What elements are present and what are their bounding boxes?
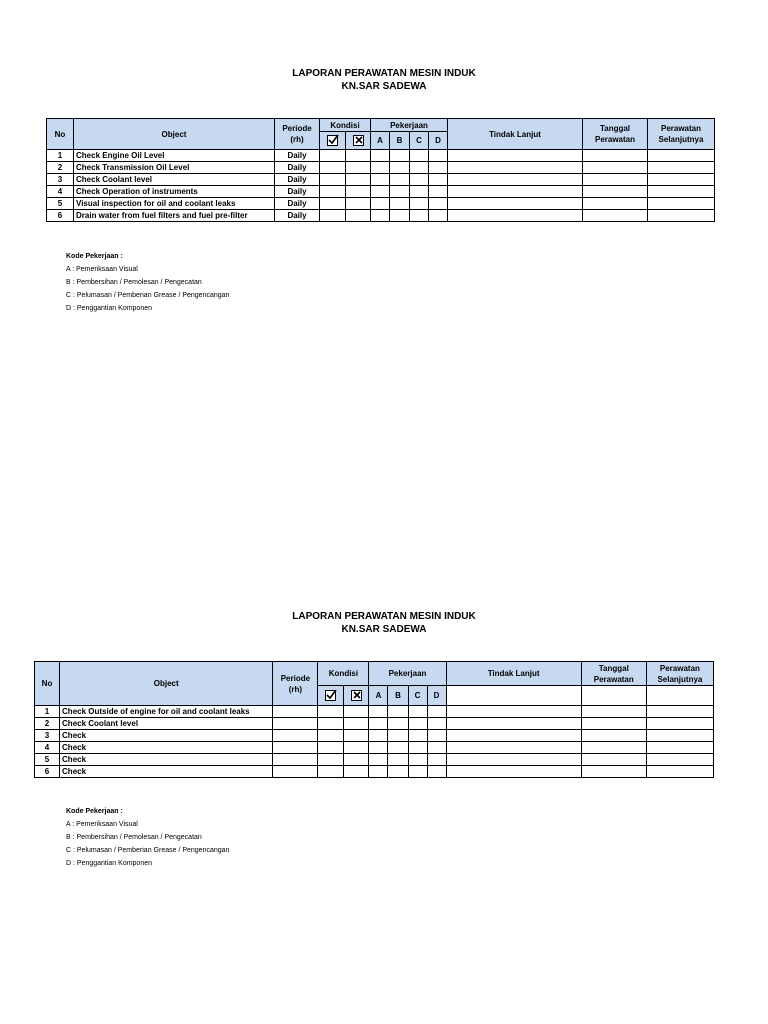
row-object: Check — [60, 730, 273, 742]
cell-b[interactable] — [388, 706, 408, 718]
row-periode[interactable] — [273, 718, 318, 730]
kondisi-bad-header — [346, 132, 371, 150]
cell-d[interactable] — [427, 706, 446, 718]
header-c: C — [410, 132, 429, 150]
cell-a[interactable] — [371, 150, 390, 162]
row-periode[interactable] — [273, 754, 318, 766]
header-no: No — [35, 662, 60, 706]
cell-tindak-lanjut[interactable] — [446, 742, 581, 754]
cell-kondisi-bad[interactable] — [344, 706, 369, 718]
cell-kondisi-bad[interactable] — [346, 162, 371, 174]
header-tanggal-perawatan: Tanggal Perawatan — [581, 662, 646, 686]
cell-tanggal[interactable] — [583, 210, 648, 222]
report-title-line2: KN.SAR SADEWA — [341, 81, 427, 92]
header-d: D — [427, 686, 446, 706]
cell-tanggal[interactable] — [583, 162, 648, 174]
cell-kondisi-bad[interactable] — [344, 742, 369, 754]
header-periode: Periode (rh) — [273, 662, 318, 706]
row-object: Check Coolant level — [74, 174, 275, 186]
row-no: 1 — [35, 706, 60, 718]
cell-kondisi-bad[interactable] — [344, 766, 369, 778]
cell-perawatan[interactable] — [646, 706, 713, 718]
legend-c: C : Pelumasan / Pemberian Grease / Pengencangan — [66, 847, 230, 854]
table-row — [35, 706, 714, 718]
cell-tindak-lanjut[interactable] — [446, 754, 581, 766]
header-object: Object — [60, 662, 273, 706]
header-d: D — [429, 132, 448, 150]
header-b: B — [390, 132, 410, 150]
cell-c[interactable] — [410, 186, 429, 198]
cell-kondisi-ok[interactable] — [320, 162, 346, 174]
cell-c[interactable] — [410, 210, 429, 222]
row-no: 6 — [47, 210, 74, 222]
header-perawatan-selanjutnya: Perawatan Selanjutnya — [648, 119, 715, 150]
table-row — [35, 718, 714, 730]
header-tindak-lanjut: Tindak Lanjut — [448, 119, 583, 150]
cell-perawatan-sub[interactable] — [646, 686, 713, 706]
row-periode: Daily — [275, 162, 320, 174]
cell-tanggal[interactable] — [581, 742, 646, 754]
legend-d: D : Penggantian Komponen — [66, 860, 153, 867]
cell-b[interactable] — [390, 210, 410, 222]
cell-tanggal[interactable] — [583, 186, 648, 198]
legend-c: C : Pelumasan / Pemberian Grease / Pengencangan — [66, 292, 230, 299]
kondisi-bad-header — [344, 686, 369, 706]
row-periode: Daily — [275, 210, 320, 222]
row-object: Drain water from fuel filters and fuel pre-filter — [74, 210, 275, 222]
row-no: 2 — [47, 162, 74, 174]
cell-kondisi-ok[interactable] — [318, 706, 344, 718]
table-row — [47, 150, 715, 162]
header-kondisi: Kondisi — [318, 662, 369, 686]
header-c: C — [408, 686, 427, 706]
cell-d[interactable] — [429, 186, 448, 198]
header-tindak-lanjut: Tindak Lanjut — [446, 662, 581, 686]
row-periode[interactable] — [273, 706, 318, 718]
cell-b[interactable] — [388, 730, 408, 742]
crossed-box-icon — [353, 135, 364, 146]
cell-d[interactable] — [427, 754, 446, 766]
table-row — [35, 754, 714, 766]
cell-d[interactable] — [427, 766, 446, 778]
cell-a[interactable] — [369, 742, 388, 754]
cell-kondisi-ok[interactable] — [320, 150, 346, 162]
cell-tanggal[interactable] — [581, 730, 646, 742]
cell-kondisi-ok[interactable] — [318, 766, 344, 778]
cell-kondisi-ok[interactable] — [320, 186, 346, 198]
cell-kondisi-bad[interactable] — [346, 150, 371, 162]
checked-box-icon — [327, 135, 338, 146]
kondisi-ok-header — [318, 686, 344, 706]
cell-a[interactable] — [371, 174, 390, 186]
cell-tindak-lanjut[interactable] — [448, 174, 583, 186]
header-pekerjaan: Pekerjaan — [371, 119, 448, 132]
cell-tindak-lanjut[interactable] — [448, 150, 583, 162]
header-no: No — [47, 119, 74, 150]
cell-c[interactable] — [408, 706, 427, 718]
maintenance-table — [34, 661, 714, 778]
cell-tindak-lanjut[interactable] — [446, 730, 581, 742]
row-periode[interactable] — [273, 730, 318, 742]
table-row — [35, 730, 714, 742]
cell-d[interactable] — [427, 718, 446, 730]
cell-c[interactable] — [410, 174, 429, 186]
header-object: Object — [74, 119, 275, 150]
cell-perawatan[interactable] — [646, 766, 713, 778]
cell-c[interactable] — [408, 754, 427, 766]
cell-a[interactable] — [371, 186, 390, 198]
row-no: 1 — [47, 150, 74, 162]
kondisi-ok-header — [320, 132, 346, 150]
cell-tindak-lanjut[interactable] — [448, 198, 583, 210]
cell-b[interactable] — [390, 174, 410, 186]
header-a: A — [371, 132, 390, 150]
cell-a[interactable] — [369, 706, 388, 718]
crossed-box-icon — [351, 690, 362, 701]
cell-b[interactable] — [390, 162, 410, 174]
legend-kode-pekerjaan — [66, 250, 229, 315]
row-periode: Daily — [275, 198, 320, 210]
cell-a[interactable] — [371, 162, 390, 174]
legend-b: B : Pembersihan / Pemolesan / Pengecatan — [66, 834, 202, 841]
row-no: 3 — [35, 730, 60, 742]
row-no: 2 — [35, 718, 60, 730]
row-periode[interactable] — [273, 742, 318, 754]
cell-kondisi-bad[interactable] — [346, 186, 371, 198]
cell-tindak-lanjut-sub[interactable] — [446, 686, 581, 706]
cell-tindak-lanjut[interactable] — [448, 186, 583, 198]
row-object: Check Outside of engine for oil and coolant leaks — [60, 706, 273, 718]
report-title-line2: KN.SAR SADEWA — [341, 624, 427, 635]
legend-b: B : Pembersihan / Pemolesan / Pengecatan — [66, 279, 202, 286]
cell-b[interactable] — [390, 198, 410, 210]
table-row — [47, 210, 715, 222]
cell-tanggal-sub[interactable] — [581, 686, 646, 706]
cell-d[interactable] — [429, 210, 448, 222]
table-body — [35, 706, 714, 778]
cell-tanggal[interactable] — [581, 766, 646, 778]
cell-tindak-lanjut[interactable] — [446, 766, 581, 778]
table-row — [35, 742, 714, 754]
cell-kondisi-bad[interactable] — [346, 198, 371, 210]
cell-c[interactable] — [410, 198, 429, 210]
cell-tanggal[interactable] — [583, 150, 648, 162]
cell-tanggal[interactable] — [581, 754, 646, 766]
cell-a[interactable] — [369, 730, 388, 742]
cell-kondisi-bad[interactable] — [344, 754, 369, 766]
row-no: 5 — [47, 198, 74, 210]
cell-d[interactable] — [429, 198, 448, 210]
cell-a[interactable] — [369, 766, 388, 778]
cell-kondisi-ok[interactable] — [318, 730, 344, 742]
cell-perawatan[interactable] — [648, 162, 715, 174]
row-no: 4 — [35, 742, 60, 754]
table-row — [47, 174, 715, 186]
row-no: 5 — [35, 754, 60, 766]
cell-tindak-lanjut[interactable] — [448, 210, 583, 222]
table-body — [47, 150, 715, 222]
header-b: B — [388, 686, 408, 706]
report-title-line1: LAPORAN PERAWATAN MESIN INDUK — [292, 611, 476, 622]
cell-tindak-lanjut[interactable] — [446, 706, 581, 718]
cell-a[interactable] — [371, 210, 390, 222]
cell-perawatan[interactable] — [646, 730, 713, 742]
row-object: Check Coolant level — [60, 718, 273, 730]
cell-c[interactable] — [408, 730, 427, 742]
cell-b[interactable] — [388, 754, 408, 766]
cell-perawatan[interactable] — [648, 186, 715, 198]
cell-perawatan[interactable] — [648, 150, 715, 162]
cell-b[interactable] — [388, 766, 408, 778]
cell-perawatan[interactable] — [648, 174, 715, 186]
cell-kondisi-ok[interactable] — [318, 718, 344, 730]
cell-perawatan[interactable] — [646, 718, 713, 730]
header-tanggal-perawatan: Tanggal Perawatan — [583, 119, 648, 150]
row-object: Check Operation of instruments — [74, 186, 275, 198]
cell-b[interactable] — [390, 186, 410, 198]
row-no: 3 — [47, 174, 74, 186]
legend-kode-pekerjaan — [66, 805, 229, 870]
cell-kondisi-bad[interactable] — [344, 718, 369, 730]
cell-kondisi-ok[interactable] — [318, 754, 344, 766]
cell-b[interactable] — [390, 150, 410, 162]
cell-kondisi-ok[interactable] — [320, 198, 346, 210]
legend-heading: Kode Pekerjaan : — [66, 253, 123, 260]
cell-c[interactable] — [410, 150, 429, 162]
cell-perawatan[interactable] — [646, 754, 713, 766]
row-object: Check — [60, 742, 273, 754]
row-object: Visual inspection for oil and coolant leaks — [74, 198, 275, 210]
row-periode[interactable] — [273, 766, 318, 778]
table-row — [47, 198, 715, 210]
legend-a: A : Pemeriksaan Visual — [66, 821, 138, 828]
cell-tindak-lanjut[interactable] — [448, 162, 583, 174]
cell-c[interactable] — [408, 766, 427, 778]
row-periode: Daily — [275, 186, 320, 198]
cell-d[interactable] — [427, 742, 446, 754]
cell-tanggal[interactable] — [581, 718, 646, 730]
cell-a[interactable] — [369, 754, 388, 766]
row-no: 6 — [35, 766, 60, 778]
cell-c[interactable] — [408, 742, 427, 754]
header-pekerjaan: Pekerjaan — [369, 662, 446, 686]
cell-tanggal[interactable] — [581, 706, 646, 718]
cell-kondisi-ok[interactable] — [320, 210, 346, 222]
maintenance-table — [46, 118, 715, 222]
table-row — [47, 162, 715, 174]
header-a: A — [369, 686, 388, 706]
row-no: 4 — [47, 186, 74, 198]
cell-tanggal[interactable] — [583, 174, 648, 186]
cell-b[interactable] — [388, 742, 408, 754]
cell-kondisi-ok[interactable] — [320, 174, 346, 186]
row-periode: Daily — [275, 150, 320, 162]
header-periode: Periode (rh) — [275, 119, 320, 150]
report-title-line1: LAPORAN PERAWATAN MESIN INDUK — [292, 68, 476, 79]
row-object: Check Engine Oil Level — [74, 150, 275, 162]
cell-kondisi-bad[interactable] — [344, 730, 369, 742]
table-row — [35, 766, 714, 778]
cell-tindak-lanjut[interactable] — [446, 718, 581, 730]
checked-box-icon — [325, 690, 336, 701]
cell-d[interactable] — [429, 162, 448, 174]
header-perawatan-selanjutnya: Perawatan Selanjutnya — [646, 662, 713, 686]
cell-perawatan[interactable] — [648, 198, 715, 210]
legend-d: D : Penggantian Komponen — [66, 305, 153, 312]
cell-c[interactable] — [410, 162, 429, 174]
cell-kondisi-ok[interactable] — [318, 742, 344, 754]
cell-perawatan[interactable] — [646, 742, 713, 754]
header-kondisi: Kondisi — [320, 119, 371, 132]
cell-d[interactable] — [429, 150, 448, 162]
cell-kondisi-bad[interactable] — [346, 174, 371, 186]
cell-d[interactable] — [427, 730, 446, 742]
row-object: Check — [60, 766, 273, 778]
table-row — [47, 186, 715, 198]
cell-perawatan[interactable] — [648, 210, 715, 222]
cell-b[interactable] — [388, 718, 408, 730]
row-object: Check Transmission Oil Level — [74, 162, 275, 174]
cell-a[interactable] — [371, 198, 390, 210]
cell-a[interactable] — [369, 718, 388, 730]
cell-c[interactable] — [408, 718, 427, 730]
legend-a: A : Pemeriksaan Visual — [66, 266, 138, 273]
cell-d[interactable] — [429, 174, 448, 186]
cell-kondisi-bad[interactable] — [346, 210, 371, 222]
legend-heading: Kode Pekerjaan : — [66, 808, 123, 815]
cell-tanggal[interactable] — [583, 198, 648, 210]
row-object: Check — [60, 754, 273, 766]
row-periode: Daily — [275, 174, 320, 186]
